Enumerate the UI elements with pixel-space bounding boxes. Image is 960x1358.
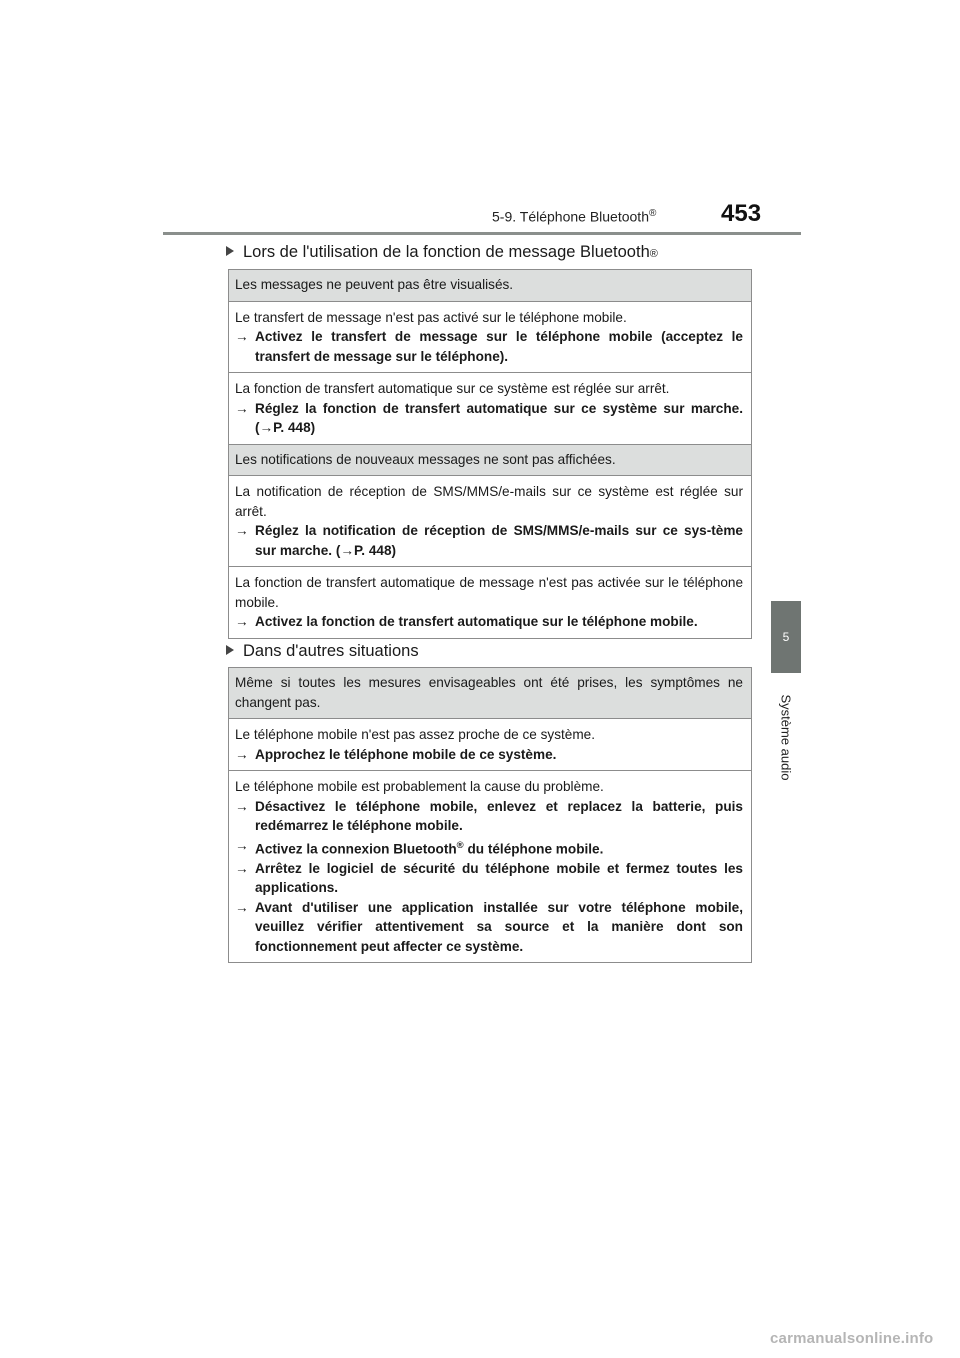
registered-mark: ® <box>648 208 657 219</box>
cause-row <box>229 771 751 963</box>
solution-text: Réglez la notification de réception de SMS/MMS/e-mails sur ce sys-tème sur marche. (→P. 448) <box>255 523 743 558</box>
arrow-icon: → <box>235 798 249 814</box>
cause-text: Le téléphone mobile n'est pas assez proche de ce système. <box>235 727 596 742</box>
solution-text: Avant d'utiliser une application installée sur votre téléphone mobile, veuillez vérifier attentivement sa source et la manière dont son fonctionnement peut affecter ce système. <box>255 899 743 954</box>
symptom-row <box>229 445 751 477</box>
symptom-row <box>229 270 751 302</box>
troubleshooting-table-messages <box>228 269 752 639</box>
cause-text: La notification de réception de SMS/MMS/e-mails sur ce système est réglée sur arrêt. <box>235 484 743 519</box>
cause-text: Le téléphone mobile est probablement la cause du problème. <box>235 779 604 794</box>
section-heading-bluetooth-message <box>226 243 658 262</box>
solution-text: Activez la fonction de transfert automatique sur le téléphone mobile. <box>255 614 698 629</box>
chapter-tab <box>771 601 801 673</box>
section-title <box>492 208 656 225</box>
arrow-icon: → <box>235 329 249 344</box>
registered-mark: ® <box>649 248 658 260</box>
solution-text: Arrêtez le logiciel de sécurité du téléphone mobile et fermez toutes les applications. <box>255 860 743 896</box>
arrow-icon: → <box>235 400 249 416</box>
cause-row <box>229 373 751 445</box>
solution-item <box>235 521 743 560</box>
solution-item <box>235 399 743 438</box>
solution-item <box>235 898 743 957</box>
solution-item <box>235 836 743 859</box>
arrow-icon: → <box>235 746 249 762</box>
triangle-bullet-icon <box>226 645 234 655</box>
symptom-row <box>229 668 751 719</box>
arrow-icon: → <box>235 614 249 629</box>
chapter-label-text: Système audio <box>778 694 794 780</box>
symptom-text: Les messages ne peuvent pas être visualisés. <box>235 277 514 292</box>
cause-row <box>229 719 751 771</box>
cause-row <box>229 567 751 639</box>
arrow-icon: → <box>235 860 249 876</box>
cause-text: Le transfert de message n'est pas activé sur le téléphone mobile. <box>235 309 627 325</box>
troubleshooting-table-other <box>228 667 752 963</box>
chapter-number: 5 <box>782 630 790 644</box>
cause-row <box>229 302 751 374</box>
section-heading-text: Dans d'autres situations <box>243 642 419 660</box>
solution-text: Approchez le téléphone mobile de ce système. <box>255 746 557 762</box>
solution-item <box>235 797 743 836</box>
solution-text: Réglez la fonction de transfert automatique sur ce système sur marche. (→P. 448) <box>255 400 743 435</box>
solution-item <box>235 327 743 366</box>
solution-text: Activez le transfert de message sur le téléphone mobile (acceptez le transfert de message sur le téléphone). <box>255 329 743 364</box>
solution-item <box>235 745 743 765</box>
arrow-icon: → <box>235 899 249 915</box>
header-divider <box>163 232 801 235</box>
section-heading-text: Lors de l'utilisation de la fonction de message Bluetooth <box>243 243 650 261</box>
solution-text: Activez la connexion Bluetooth® du téléphone mobile. <box>255 839 604 857</box>
symptom-text: Les notifications de nouveaux messages ne sont pas affichées. <box>235 451 616 467</box>
arrow-icon: → <box>235 837 249 853</box>
solution-text: Désactivez le téléphone mobile, enlevez et replacez la batterie, puis redémarrez le téléphone mobile. <box>255 798 743 833</box>
arrow-icon: → <box>235 523 249 538</box>
chapter-label <box>772 678 800 796</box>
triangle-bullet-icon <box>226 246 234 256</box>
watermark: carmanualsonline.info <box>770 1330 934 1347</box>
cause-text: La fonction de transfert automatique sur ce système est réglée sur arrêt. <box>235 381 670 396</box>
page-number: 453 <box>721 200 762 227</box>
cause-row <box>229 476 751 567</box>
section-heading-other-situations <box>226 642 419 661</box>
solution-item <box>235 859 743 898</box>
cause-text: La fonction de transfert automatique de message n'est pas activée sur le téléphone mobile. <box>235 575 743 610</box>
solution-item <box>235 612 743 632</box>
section-title-text: 5-9. Téléphone Bluetooth <box>492 208 649 225</box>
symptom-text: Même si toutes les mesures envisageables ont été prises, les symptômes ne changent pas. <box>235 675 743 710</box>
